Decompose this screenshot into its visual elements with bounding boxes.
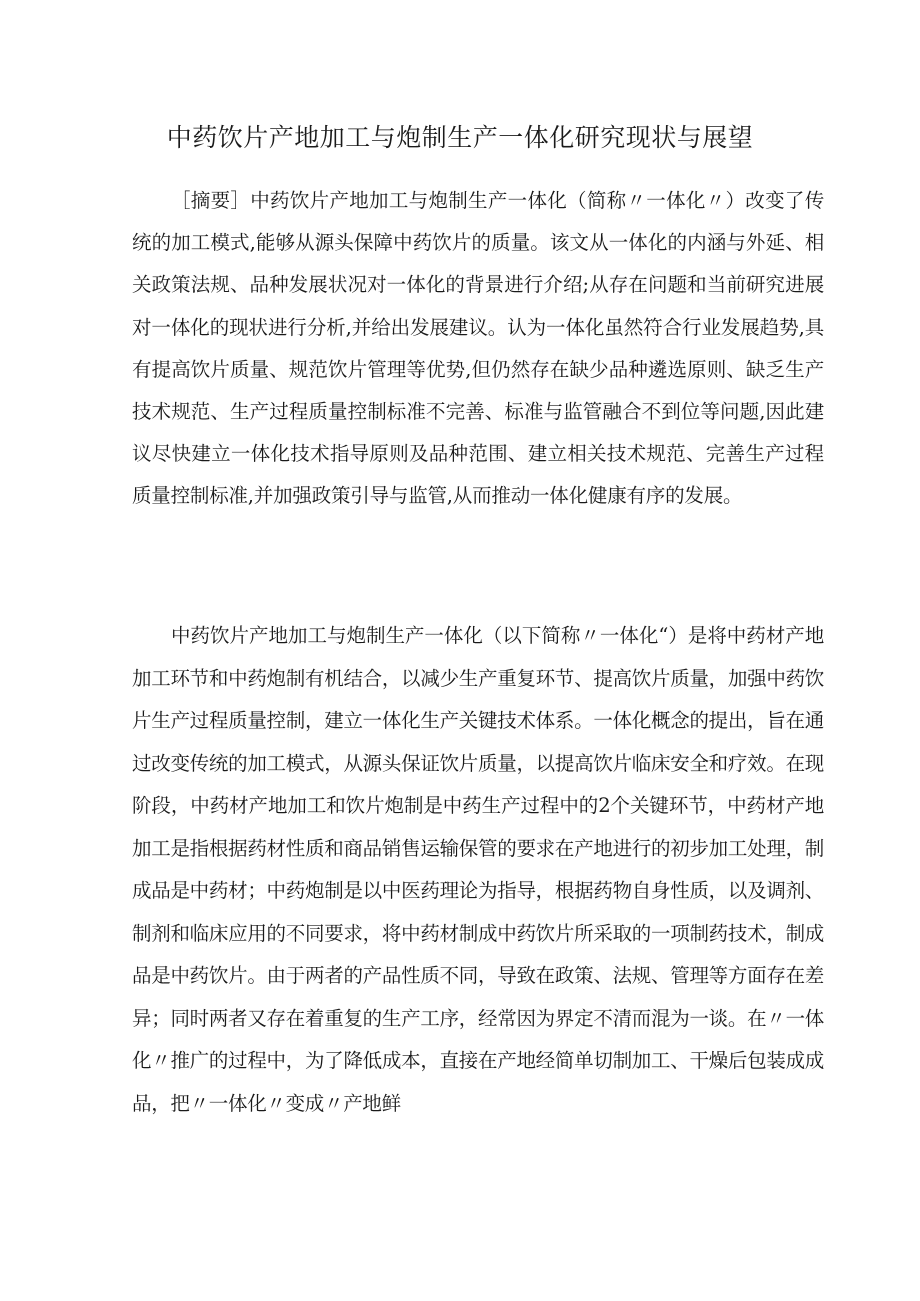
document-title: 中药饮片产地加工与炮制生产一体化研究现状与展望: [166, 123, 754, 152]
abstract-paragraph: ［摘要］中药饮片产地加工与炮制生产一体化（简称〃一体化〃）改变了传统的加工模式,能够从源头保障中药饮片的质量。该文从一体化的内涵与外延、相关政策法规、品种发展状况对一体化的背景进行介绍;从存在问题和当前研究进展对一体化的现状进行分析,并给出发展建议。认为一体化虽然符合行业发展趋势,具有提高饮片质量、规范饮片管理等优势,但仍然存在缺少品种遴选原则、缺乏生产技术规范、生产过程质量控制标准不完善、标准与监管融合不到位等问题,因此建议尽快建立一体化技术指导原则及品种范围、建立相关技术规范、完善生产过程质量控制标准,并加强政策引导与监管,从而推动一体化健康有序的发展。: [132, 189, 824, 508]
body-paragraph: 中药饮片产地加工与炮制生产一体化（以下简称〃一体化“）是将中药材产地加工环节和中药炮制有机结合，以减少生产重复环节、提高饮片质量，加强中药饮片生产过程质量控制，建立一体化生产关键技术体系。一体化概念的提出，旨在通过改变传统的加工模式，从源头保证饮片质量，以提高饮片临床安全和疗效。在现阶段，中药材产地加工和饮片炮制是中药生产过程中的2个关键环节，中药材产地加工是指根据药材性质和商品销售运输保管的要求在产地进行的初步加工处理，制成品是中药材；中药炮制是以中医药理论为指导，根据药物自身性质，以及调剂、制剂和临床应用的不同要求，将中药材制成中药饮片所采取的一项制药技术，制成品是中药饮片。由于两者的产品性质不同，导致在政策、法规、管理等方面存在差异；同时两者又存在着重复的生产工序，经常因为界定不清而混为一谈。在〃一体化〃推广的过程中，为了降低成本，直接在产地经简单切制加工、干燥后包装成成品，把〃一体化〃变成〃产地鲜: [132, 624, 824, 1115]
